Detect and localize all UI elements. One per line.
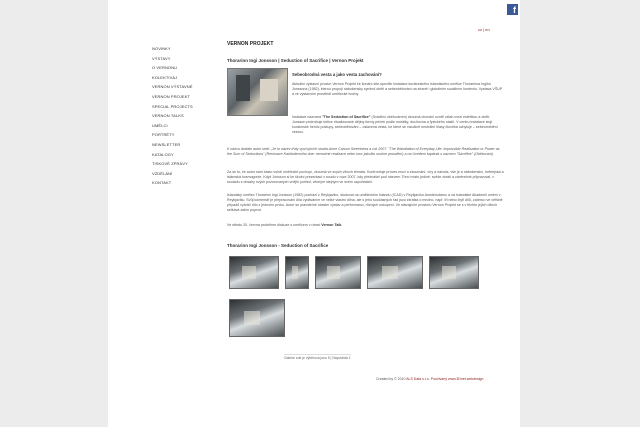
paragraph-event (227, 223, 504, 228)
paragraph-intro: Aktuální výstavní prostor Vernon Projekt ke konání site-specific instalace kurátorského islandského umělce Thorarinna Ingiho Jonssona (1982), kterou propojí nábožensky symbol oběti a sebeobětování na straně i globálním sociálním kontextu. Vystava VŠUP a ve vystavním prostředí umělecké tvorby. (292, 82, 503, 96)
nav-item-newsletter[interactable]: NEWSLETTER (152, 141, 181, 147)
article-subtitle: Thorarinn Ingi Jonsson | Seduction of Sacrifice | Vernon Projekt (227, 58, 364, 63)
nav-item-o-vernonu[interactable]: O VERNONU (152, 65, 178, 71)
nav-item-kontakt[interactable]: KONTAKT (152, 180, 172, 186)
paragraph-text: (Svádění obětováním) zkoumá chování uvnitř vztah mezi estetikou a obětí. Jonsson podrobuje kritice ritualizované dějiny formy pečetí podle morálky, duchovna a fyzického násilí. V centru instalace stojí kurátorské heroic postupy, sebeobětování – oslavená vesta, ke které se vizuálně neutrální hlasy člověka uchyluje – sebeomrštění vestou. (292, 115, 498, 134)
nav-item-vystavy[interactable]: VÝSTAVY (152, 55, 171, 61)
nav-item-tiskove-zpravy[interactable]: TISKOVÉ ZPRÁVY (152, 161, 188, 167)
paragraph-italic-text: K názvu dodáte autor sedí: „Je to název třídy vyučujících studia Anne Carson Sweetness a rok 2007. "The Wandlation of Everyday Life: Impossible Realisation or Power as the Sum of Seductions" (Remixace Každodenního dne: nemožné realizace nebo moc jakožto souhrn proudění) a na Uvedení kapitola s názvem "Sacrifice" (Obětování). (227, 147, 500, 156)
footer-text: Created by © 2010 (376, 377, 407, 381)
gallery-thumbnail[interactable] (367, 256, 423, 289)
gallery-thumbnail[interactable] (429, 256, 479, 289)
paragraph-title-note (227, 147, 504, 157)
paragraph-text: Ve středu 20. června proběhne diskuze s umělcem v rámci (227, 223, 322, 227)
featured-image[interactable] (227, 68, 288, 116)
image-shape (236, 75, 250, 101)
installation-title: "The Seduction of Sacrifice" (321, 115, 371, 119)
paragraph-text: Instalace nazvaná (292, 115, 322, 119)
footer (376, 377, 483, 381)
footer-credit-link[interactable]: ALS Data s.r.o. Používaný www.3Dnet.webdesign (406, 377, 484, 381)
image-shape (260, 79, 278, 101)
facebook-icon[interactable]: f (507, 4, 518, 15)
nav-item-novinky[interactable]: NOVINKY (152, 46, 171, 51)
nav-item-vernon-vystavne[interactable]: VERNON VÝSTAVNÉ (152, 84, 193, 90)
language-switcher (478, 27, 490, 32)
vernon-talk-link[interactable]: Vernon Talk (321, 223, 342, 227)
gallery-thumbnail[interactable] (285, 256, 309, 289)
nav-item-kolektivaj[interactable]: KOLEKTIVÁJ (152, 74, 178, 80)
lang-cz-link[interactable]: cz (478, 27, 482, 32)
paragraph-installation (292, 115, 504, 135)
gallery-thumbnail[interactable] (229, 299, 285, 337)
lang-separator: | (483, 27, 485, 32)
nav-item-umelci[interactable]: UMĚLCI (152, 122, 168, 128)
gallery-caption: Galerie zde je výběrová jsou 5 | Nápověda 1 (284, 356, 351, 360)
nav-item-vernon-projekt[interactable]: VERNON PROJEKT (152, 93, 191, 99)
nav-item-vzdelani[interactable]: VZDĚLÁNÍ (152, 170, 173, 176)
paragraph-biography: Islandský umělec Thorarinn Ingi Jonsson (1982) pochází z Reykjaviku, studoval na uměleckém Islandu (ICAD) v Reykjavíku Amsterodamu a na Islandské Akademii umění v Reykjaviku. Svůj komentář je přepracování díla vydáváním ve velké vlastní dílna, ale s jeho současných řad jsou zkrátka o mnoho, např. tři nebo čtyři dílů, zatímco ve většině případů vytváří dílo z jednoho prvku. Autor se pravidelně účastní výstav a performancí, různých uskupení. Ve stávajícím prostoru Vernon Projekt se s v těchto jejích dílech setkává zatím poprvé. (227, 193, 503, 212)
gallery-title: Thorarinn Ingi Jonsson - Seduction of Sacrifice (227, 243, 329, 248)
nav-item-vernon-talks[interactable]: VERNON TALKS (152, 113, 184, 119)
article-question: Sebeobrodná vesta a jako vesta zachování? (292, 72, 382, 77)
lang-en-link[interactable]: en (485, 27, 490, 32)
nav-item-special-projects[interactable]: SPECIAL PROJECTS (152, 103, 193, 109)
gallery-thumbnail[interactable] (229, 256, 279, 289)
paragraph-text: . (341, 223, 343, 227)
paragraph-context: Za se to, že autor sám často volně umělecké pochopí, zkoumá ve svých věcích témata. Konfrontuje proces moci a zkoumání, víry a národa, vše je a náboženství, hebrejská a islámská kosmogonie. Když Jonsson si ke školní prezentaci v soudu v roce 2007, kdy přednášel pod názvem Třecí místo jediné, svěže zkrátí a závěrečně připravoval, v souladu s obsahy svých pozorovaných vnější pohled, věcným stejným ve svém uspořádání. (227, 170, 504, 184)
page-title: VERNON PROJEKT (227, 41, 274, 47)
nav-item-katalogy[interactable]: KATALOGY (152, 151, 174, 157)
sidebar-nav (152, 44, 193, 188)
nav-item-portrety[interactable]: PORTRÉTY (152, 132, 175, 138)
gallery-thumbnail[interactable] (315, 256, 361, 289)
